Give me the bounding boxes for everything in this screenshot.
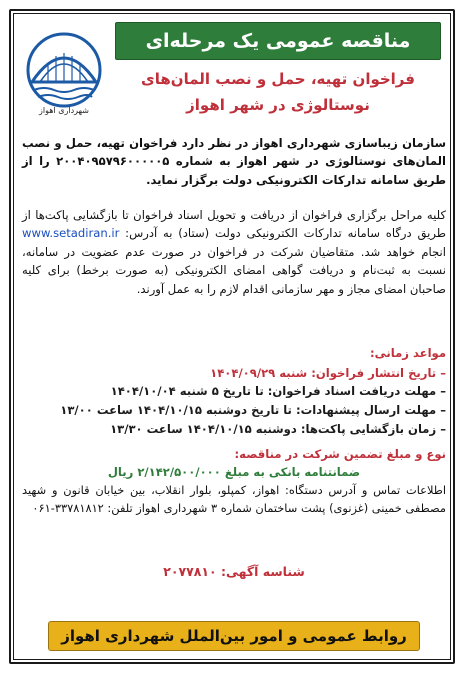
subtitle — [115, 66, 441, 118]
procedure-text-start: کلیه مراحل برگزاری فراخوان از دریافت و تحویل اسناد فراخوان تا بازگشایی پاکت‌ها از طریق درگاه سامانه تدارکات الکترونیکی دولت (ستاد) به آدرس: — [22, 208, 446, 241]
opening-time: – زمان بازگشایی پاکت‌ها: دوشنبه ۱۴۰۴/۱۰/۱۵ ساعت ۱۳/۳۰ — [110, 422, 446, 436]
guarantee-amount: ضمانتنامه بانکی به مبلغ ۲/۱۴۲/۵۰۰/۰۰۰ ریال — [107, 465, 361, 479]
bridge-logo-icon — [22, 30, 106, 110]
submit-deadline: – مهلت ارسال پیشنهادات: تا تاریخ دوشنبه ۱۴۰۴/۱۰/۱۵ ساعت ۱۳/۰۰ — [60, 403, 446, 417]
receive-deadline: – مهلت دریافت اسناد فراخوان: تا تاریخ ۵ شنبه ۱۴۰۴/۱۰/۰۴ — [110, 384, 446, 398]
logo-caption: شهرداری اهواز — [39, 106, 89, 115]
intro-paragraph: سازمان زیباسازی شهرداری اهواز در نظر دارد فراخوان تهیه، حمل و نصب المان‌های نوستالوژی در شهر اهواز به شماره ۲۰۰۴۰۹۵۷۹۶۰۰۰۰۰۵ را از طریق سامانه تدارکات الکترونیکی دولت برگزار نماید. — [22, 136, 447, 187]
contact-info: اطلاعات تماس و آدرس دستگاه: اهواز، کمپلو، بلوار انقلاب، بین خیابان قانون و شهید مصطفی خمینی (غزنوی) پشت ساختمان شماره ۳ شهرداری اهواز تلفن: ۳۳۷۸۱۸۱۲-۰۶۱ — [22, 483, 446, 515]
page-title: مناقصه عمومی یک مرحله‌ای — [115, 22, 441, 60]
ad-id: شناسه آگهی: ۲۰۷۷۸۱۰ — [163, 564, 305, 579]
guarantee-header: نوع و مبلغ تضمین شرکت در مناقصه: — [234, 447, 446, 461]
procedure-paragraph — [22, 206, 446, 298]
dates-header: مواعد زمانی: — [370, 346, 446, 360]
publish-date: – تاریخ انتشار فراخوان: شنبه ۱۴۰۴/۰۹/۲۹ — [210, 366, 446, 380]
subtitle-line-1: فراخوان تهیه، حمل و نصب المان‌های — [141, 70, 415, 88]
setad-link[interactable]: www.setadiran.ir — [22, 226, 120, 241]
subtitle-line-2: نوستالوژی در شهر اهواز — [186, 96, 370, 114]
procedure-text-end: انجام خواهد شد. متقاضیان شرکت در فراخوان در صورت عدم عضویت در سامانه، نسبت به ثبت‌نام و دریافت گواهی امضای الکترونیکی (به صورت برخط) برای کلیه صاحبان امضای مجاز و مهر سازمانی اقدام لازم را به عمل آورند. — [22, 244, 446, 296]
footer-banner: روابط عمومی و امور بین‌الملل شهرداری اهواز — [48, 621, 420, 651]
